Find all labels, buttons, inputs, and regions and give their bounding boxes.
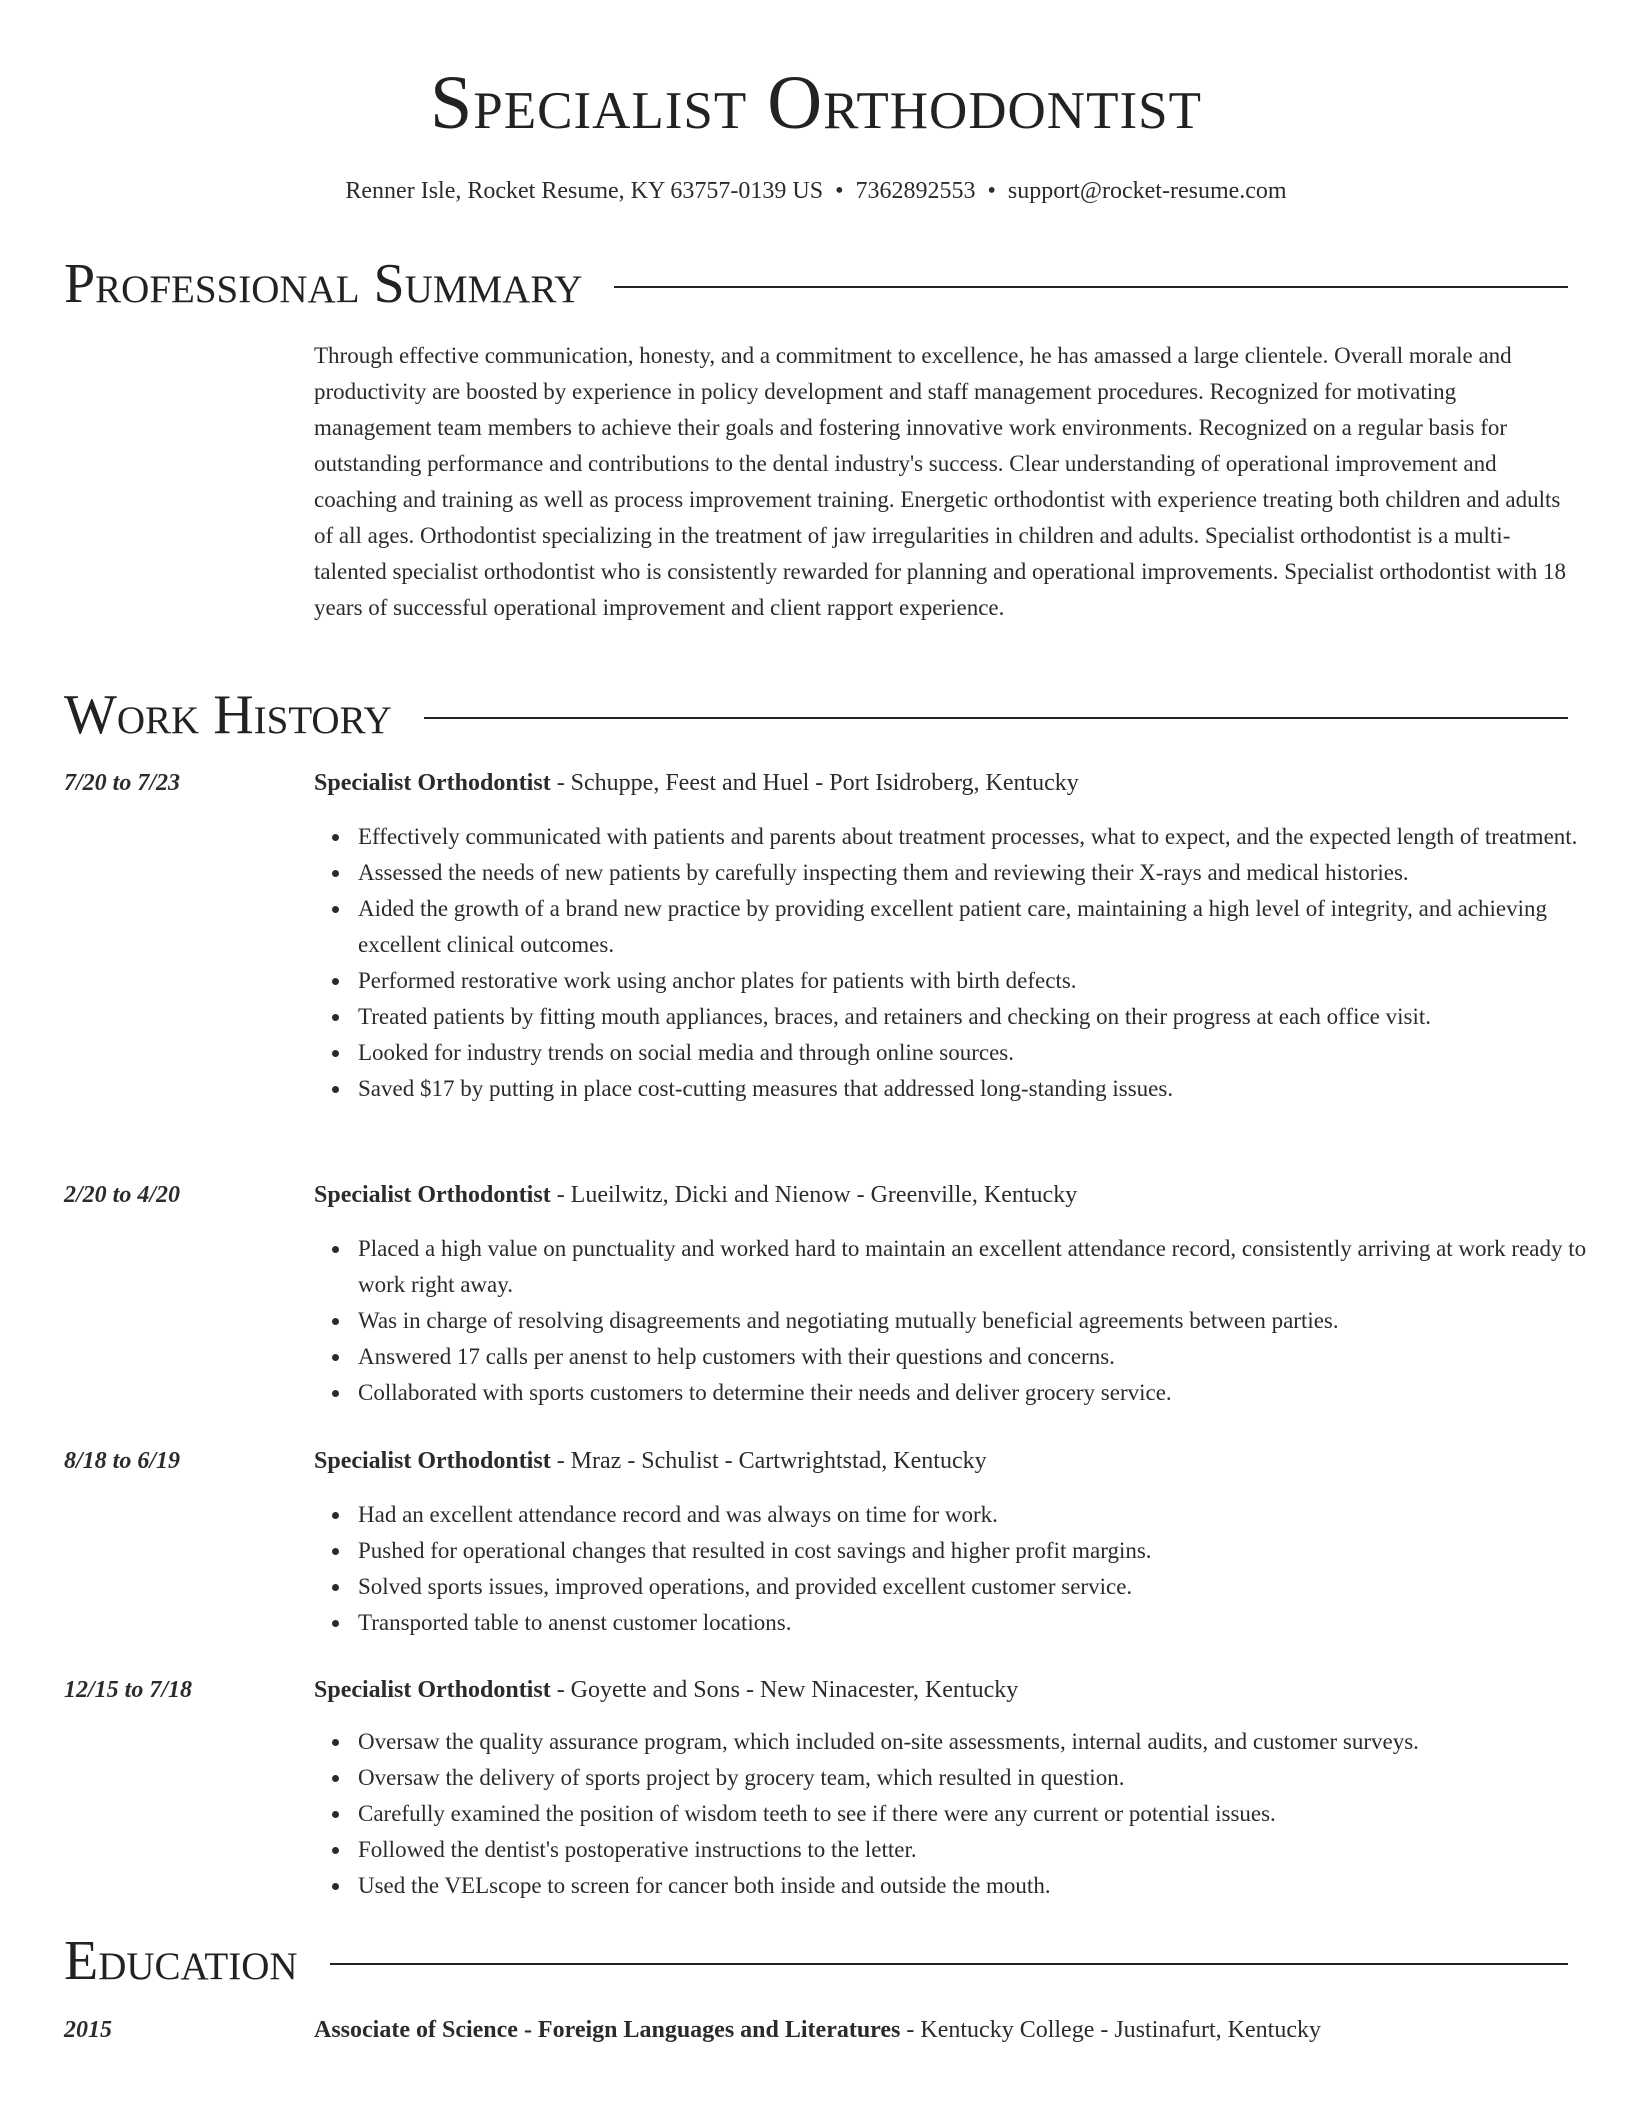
job-bullets — [314, 1231, 1612, 1411]
contact-phone: 7362892553 — [855, 178, 976, 204]
job-dates: 2/20 to 4/20 — [64, 1182, 181, 1208]
contact-line — [0, 174, 1632, 208]
section-rule — [614, 286, 1568, 288]
job-details: - Schuppe, Feest and Huel - Port Isidroberg, Kentucky — [550, 770, 1079, 796]
job-bullet: Transported table to anenst customer locations. — [358, 1605, 1612, 1641]
job-bullet: Aided the growth of a brand new practice by providing excellent patient care, maintaining a high level of integrity, and achieving excellent clinical outcomes. — [358, 891, 1612, 963]
job-bullet: Collaborated with sports customers to determine their needs and deliver grocery service. — [358, 1375, 1612, 1411]
candidate-name: Specialist Orthodontist — [430, 61, 1202, 145]
job-bullet: Pushed for operational changes that resulted in cost savings and higher profit margins. — [358, 1533, 1612, 1569]
job-bullet: Effectively communicated with patients and parents about treatment processes, what to expect, and the expected length of treatment. — [358, 819, 1612, 855]
job-position: Specialist Orthodontist — [314, 1182, 551, 1208]
job-bullet: Answered 17 calls per anenst to help customers with their questions and concerns. — [358, 1339, 1612, 1375]
job-dates: 8/18 to 6/19 — [64, 1448, 181, 1474]
job-bullet: Solved sports issues, improved operations, and provided excellent customer service. — [358, 1569, 1612, 1605]
job-dates: 12/15 to 7/18 — [64, 1677, 193, 1703]
contact-email: support@rocket-resume.com — [1007, 178, 1287, 204]
job-bullet: Placed a high value on punctuality and worked hard to maintain an excellent attendance record, consistently arriving at work ready to work right away. — [358, 1231, 1612, 1303]
job-position: Specialist Orthodontist — [314, 1448, 551, 1474]
section-heading-education — [64, 1929, 1568, 1993]
section-rule — [330, 1963, 1568, 1965]
job-bullet: Treated patients by fitting mouth appliances, braces, and retainers and checking on their progress at each office visit. — [358, 999, 1612, 1035]
education-year: 2015 — [64, 2017, 112, 2043]
job-details: - Goyette and Sons - New Ninacester, Kentucky — [550, 1677, 1019, 1703]
section-title: Professional Summary — [64, 253, 583, 315]
job-bullet: Looked for industry trends on social media and through online sources. — [358, 1035, 1612, 1071]
education-details: - Kentucky College - Justinafurt, Kentucky — [900, 2017, 1321, 2043]
contact-separator: • — [835, 178, 844, 204]
summary-text: Through effective communication, honesty, and a commitment to excellence, he has amassed a large clientele. Overall morale and productivity are boosted by experience in policy development and staff management procedures. Recognized for motivating management team members to achieve their goals and fostering innovative work environments. Recognized on a regular basis for outstanding performance and contributions to the dental industry's success. Clear understanding of operational improvement and coaching and training as well as process improvement training. Energetic orthodontist with experience treating both children and adults of all ages. Orthodontist specializing in the treatment of jaw irregularities in children and adults. Specialist orthodontist is a multi-talented specialist orthodontist who is consistently rewarded for planning and operational improvements. Specialist orthodontist with 18 years of successful operational improvement and client rapport experience. — [314, 343, 1566, 620]
job-title-line — [314, 1443, 1568, 1479]
job-details: - Mraz - Schulist - Cartwrightstad, Kentucky — [550, 1448, 987, 1474]
job-bullet: Used the VELscope to screen for cancer both inside and outside the mouth. — [358, 1868, 1612, 1904]
job-title-line — [314, 765, 1568, 801]
section-title: Education — [64, 1930, 298, 1992]
job-details: - Lueilwitz, Dicki and Nienow - Greenville, Kentucky — [550, 1182, 1078, 1208]
contact-separator: • — [987, 178, 996, 204]
section-title: Work History — [64, 684, 392, 746]
section-heading-work-history — [64, 683, 1568, 747]
section-rule — [424, 717, 1568, 719]
section-heading-summary — [64, 252, 1568, 316]
job-bullet: Performed restorative work using anchor plates for patients with birth defects. — [358, 963, 1612, 999]
job-bullet: Was in charge of resolving disagreements and negotiating mutually beneficial agreements between parties. — [358, 1303, 1612, 1339]
education-line — [314, 2012, 1568, 2048]
job-position: Specialist Orthodontist — [314, 770, 551, 796]
job-title-line — [314, 1672, 1568, 1708]
job-bullets — [314, 1497, 1612, 1641]
contact-address: Renner Isle, Rocket Resume, KY 63757-0139 US — [345, 178, 824, 204]
job-position: Specialist Orthodontist — [314, 1677, 551, 1703]
job-bullet: Carefully examined the position of wisdom teeth to see if there were any current or potential issues. — [358, 1796, 1612, 1832]
job-bullet: Oversaw the delivery of sports project by grocery team, which resulted in question. — [358, 1760, 1612, 1796]
job-bullet: Had an excellent attendance record and was always on time for work. — [358, 1497, 1612, 1533]
job-bullet: Oversaw the quality assurance program, which included on-site assessments, internal audits, and customer surveys. — [358, 1724, 1612, 1760]
job-title-line — [314, 1177, 1568, 1213]
job-bullet: Saved $17 by putting in place cost-cutting measures that addressed long-standing issues. — [358, 1071, 1612, 1107]
job-dates: 7/20 to 7/23 — [64, 770, 181, 796]
job-bullet: Assessed the needs of new patients by carefully inspecting them and reviewing their X-rays and medical histories. — [358, 855, 1612, 891]
education-degree: Associate of Science - Foreign Languages and Literatures — [314, 2017, 901, 2043]
job-bullets — [314, 819, 1612, 1107]
job-bullets — [314, 1724, 1612, 1904]
job-bullet: Followed the dentist's postoperative instructions to the letter. — [358, 1832, 1612, 1868]
